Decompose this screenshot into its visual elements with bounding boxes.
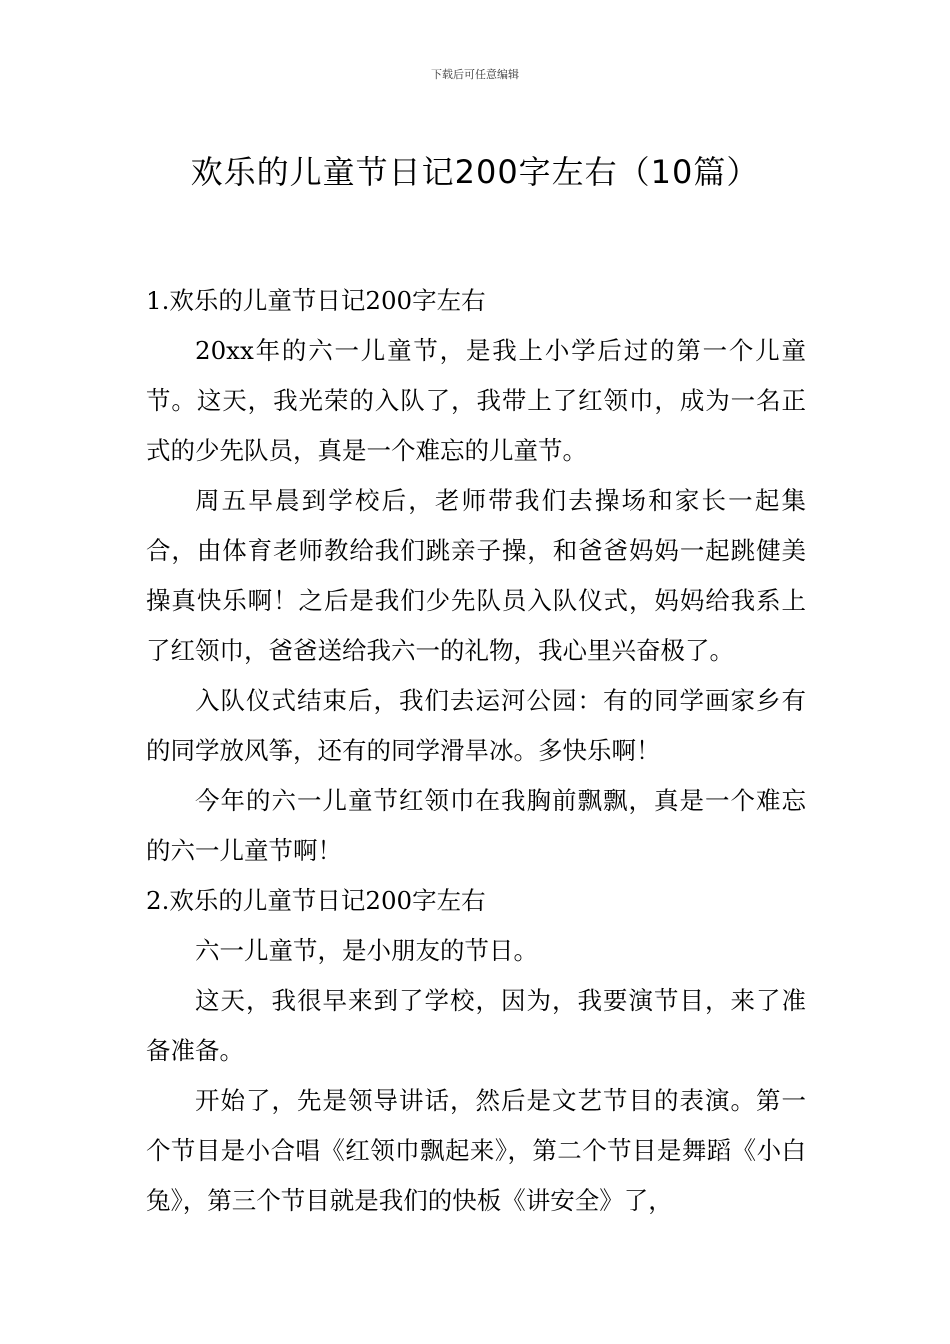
- paragraph: 20xx年的六一儿童节，是我上小学后过的第一个儿童节。这天，我光荣的入队了，我带上了红领巾，成为一名正式的少先队员，真是一个难忘的儿童节。: [146, 336, 806, 465]
- header-note: 下载后可任意编辑: [431, 68, 519, 81]
- paragraph: 今年的六一儿童节红领巾在我胸前飘飘，真是一个难忘的六一儿童节啊！: [146, 786, 806, 865]
- paragraph: 周五早晨到学校后，老师带我们去操场和家长一起集合，由体育老师教给我们跳亲子操，和爸爸妈妈一起跳健美操真快乐啊！之后是我们少先队员入队仪式，妈妈给我系上了红领巾，爸爸送给我六一的礼物，我心里兴奋极了。: [146, 486, 806, 665]
- paragraph: 开始了，先是领导讲话，然后是文艺节目的表演。第一个节目是小合唱《红领巾飘起来》，第二个节目是舞蹈《小白兔》，第三个节目就是我们的快板《讲安全》了，: [146, 1086, 806, 1215]
- paragraph: 这天，我很早来到了学校，因为，我要演节目，来了准备准备。: [146, 986, 806, 1065]
- paragraph: 入队仪式结束后，我们去运河公园：有的同学画家乡有的同学放风筝，还有的同学滑旱冰。多快乐啊！: [146, 686, 806, 765]
- section-heading-1: 1.欢乐的儿童节日记200字左右: [146, 286, 486, 315]
- paragraph: 六一儿童节，是小朋友的节日。: [195, 936, 538, 965]
- document-title: 欢乐的儿童节日记200字左右（10篇）: [190, 153, 760, 192]
- section-heading-2: 2.欢乐的儿童节日记200字左右: [146, 886, 486, 915]
- document-body: [146, 276, 806, 1226]
